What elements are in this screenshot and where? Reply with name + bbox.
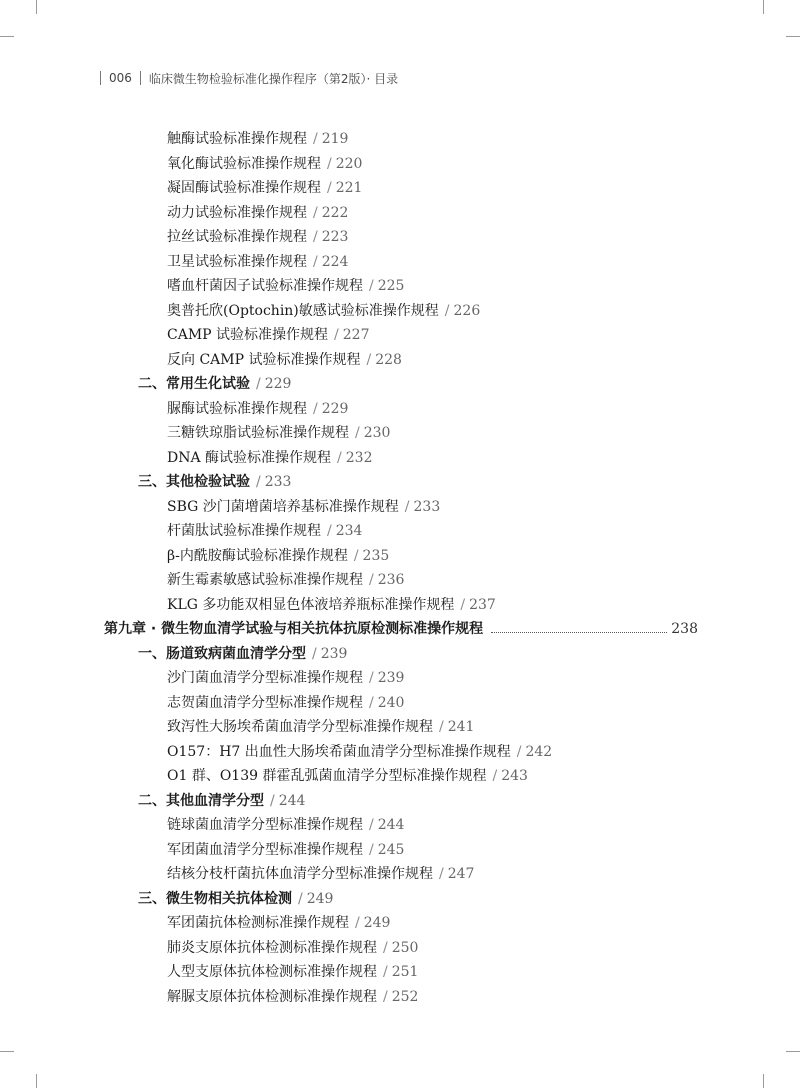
toc-page-number: 249 bbox=[363, 915, 391, 931]
toc-title: CAMP 试验标准操作规程 bbox=[167, 327, 329, 343]
slash-separator: / bbox=[383, 940, 388, 956]
toc-title: 凝固酶试验标准操作规程 bbox=[167, 180, 321, 196]
toc-item[interactable] bbox=[167, 274, 404, 298]
slash-separator: / bbox=[369, 817, 374, 833]
toc-item[interactable] bbox=[167, 201, 348, 225]
toc-page-number: 238 bbox=[671, 621, 698, 637]
toc-page-number: 229 bbox=[321, 401, 349, 417]
toc-page-number: 236 bbox=[377, 572, 405, 588]
toc-title: O1 群、O139 群霍乱弧菌血清学分型标准操作规程 bbox=[167, 768, 487, 784]
toc-item[interactable] bbox=[167, 862, 474, 886]
slash-separator: / bbox=[256, 474, 261, 490]
toc-page-number: 228 bbox=[375, 352, 402, 368]
toc-item[interactable] bbox=[167, 152, 362, 176]
toc-item[interactable] bbox=[167, 323, 369, 347]
toc-item[interactable] bbox=[167, 838, 404, 862]
toc-page-number: 240 bbox=[377, 695, 405, 711]
toc-item[interactable] bbox=[167, 764, 528, 788]
toc-page-number: 233 bbox=[413, 499, 441, 515]
toc-item[interactable] bbox=[167, 544, 389, 568]
toc-title: 人型支原体抗体检测标准操作规程 bbox=[167, 964, 377, 980]
toc-page-number: 242 bbox=[525, 744, 553, 760]
toc-title: 三糖铁琼脂试验标准操作规程 bbox=[167, 425, 349, 441]
page-number: 006 bbox=[100, 71, 141, 85]
toc-item[interactable] bbox=[167, 446, 373, 470]
crop-mark bbox=[36, 1074, 37, 1088]
slash-separator: / bbox=[298, 891, 303, 907]
slash-separator: / bbox=[355, 915, 360, 931]
slash-separator: / bbox=[516, 744, 522, 760]
toc-item[interactable] bbox=[167, 740, 552, 764]
toc-page-number: 227 bbox=[342, 327, 370, 343]
slash-separator: / bbox=[369, 670, 374, 686]
toc-item[interactable] bbox=[167, 250, 348, 274]
crop-mark bbox=[763, 1074, 764, 1088]
toc-title: 致泻性大肠埃希菌血清学分型标准操作规程 bbox=[167, 719, 433, 735]
toc-item[interactable] bbox=[167, 936, 418, 960]
toc-page-number: 241 bbox=[447, 719, 475, 735]
slash-separator: / bbox=[355, 425, 360, 441]
book-title: 临床微生物检验标准化操作程序（第2版）· 目录 bbox=[148, 71, 399, 86]
slash-separator: / bbox=[313, 254, 318, 270]
toc-page-number: 247 bbox=[447, 866, 475, 882]
toc-page-number: 235 bbox=[362, 548, 390, 564]
toc-title: 动力试验标准操作规程 bbox=[167, 205, 307, 221]
toc-page-number: 233 bbox=[264, 474, 292, 490]
toc-section[interactable] bbox=[138, 887, 333, 911]
toc-title: 嗜血杆菌因子试验标准操作规程 bbox=[167, 278, 363, 294]
toc-page-number: 223 bbox=[321, 229, 349, 245]
slash-separator: / bbox=[444, 303, 450, 319]
toc-title: SBG 沙门菌增菌培养基标准操作规程 bbox=[167, 499, 399, 515]
slash-separator: / bbox=[327, 523, 332, 539]
toc-page-number: 250 bbox=[391, 940, 419, 956]
toc-page-number: 226 bbox=[453, 303, 481, 319]
slash-separator: / bbox=[337, 450, 342, 466]
slash-separator: / bbox=[369, 278, 374, 294]
toc-page-number: 220 bbox=[335, 156, 363, 172]
toc-page-number: 243 bbox=[501, 768, 528, 784]
crop-mark bbox=[0, 1051, 14, 1052]
slash-separator: / bbox=[313, 229, 318, 245]
toc-page-number: 239 bbox=[320, 646, 348, 662]
crop-mark bbox=[786, 1051, 800, 1052]
toc-item[interactable] bbox=[167, 911, 390, 935]
toc-title: 结核分枝杆菌抗体血清学分型标准操作规程 bbox=[167, 866, 433, 882]
toc-title: 三、微生物相关抗体检测 bbox=[138, 891, 292, 907]
toc-title: 奥普托欣(Optochin)敏感试验标准操作规程 bbox=[167, 303, 439, 319]
toc-page-number: 251 bbox=[391, 964, 419, 980]
toc-title: 杆菌肽试验标准操作规程 bbox=[167, 523, 321, 539]
toc-item[interactable] bbox=[167, 715, 474, 739]
toc-item[interactable] bbox=[167, 348, 402, 372]
toc-page-number: 252 bbox=[391, 989, 419, 1005]
toc-page-number: 224 bbox=[321, 254, 349, 270]
toc-page-number: 249 bbox=[306, 891, 334, 907]
toc-page-number: 221 bbox=[335, 180, 363, 196]
slash-separator: / bbox=[353, 548, 359, 564]
slash-separator: / bbox=[313, 131, 318, 147]
crop-mark bbox=[0, 36, 14, 37]
slash-separator: / bbox=[256, 376, 261, 392]
slash-separator: / bbox=[404, 499, 410, 515]
toc-item[interactable] bbox=[167, 127, 348, 151]
toc-title: 一、肠道致病菌血清学分型 bbox=[138, 646, 306, 662]
slash-separator: / bbox=[312, 646, 317, 662]
toc-item[interactable] bbox=[167, 495, 440, 519]
toc-title: 志贺菌血清学分型标准操作规程 bbox=[167, 695, 363, 711]
toc-title: 触酶试验标准操作规程 bbox=[167, 131, 307, 147]
toc-page-number: 219 bbox=[321, 131, 349, 147]
toc-title: KLG 多功能双相显色体液培养瓶标准操作规程 bbox=[167, 597, 455, 613]
crop-mark bbox=[786, 36, 800, 37]
slash-separator: / bbox=[327, 156, 332, 172]
slash-separator: / bbox=[439, 866, 444, 882]
toc-title: DNA 酶试验标准操作规程 bbox=[167, 450, 332, 466]
toc-title: 第九章 · 微生物血清学试验与相关抗体抗原检测标准操作规程 bbox=[104, 621, 484, 637]
slash-separator: / bbox=[313, 401, 318, 417]
toc-page-number: 225 bbox=[377, 278, 405, 294]
toc-title: 军团菌血清学分型标准操作规程 bbox=[167, 842, 363, 858]
toc-item[interactable] bbox=[167, 176, 362, 200]
toc-item[interactable] bbox=[167, 299, 480, 323]
toc-title: 三、其他检验试验 bbox=[138, 474, 250, 490]
toc-item[interactable] bbox=[167, 519, 362, 543]
dot-leader bbox=[491, 617, 667, 633]
slash-separator: / bbox=[492, 768, 498, 784]
toc-title: 反向 CAMP 试验标准操作规程 bbox=[167, 352, 361, 368]
slash-separator: / bbox=[383, 989, 388, 1005]
toc-section[interactable] bbox=[138, 789, 305, 813]
toc-title: 氧化酶试验标准操作规程 bbox=[167, 156, 321, 172]
slash-separator: / bbox=[270, 793, 275, 809]
toc-item[interactable] bbox=[167, 813, 404, 837]
crop-mark bbox=[763, 0, 764, 14]
crop-mark bbox=[36, 0, 37, 14]
toc-item[interactable] bbox=[167, 568, 404, 592]
toc-title: 拉丝试验标准操作规程 bbox=[167, 229, 307, 245]
toc-title: 二、常用生化试验 bbox=[138, 376, 250, 392]
toc-title: 卫星试验标准操作规程 bbox=[167, 254, 307, 270]
slash-separator: / bbox=[327, 180, 332, 196]
toc-item[interactable] bbox=[167, 666, 404, 690]
slash-separator: / bbox=[313, 205, 318, 221]
slash-separator: / bbox=[366, 352, 372, 368]
toc-page-number: 230 bbox=[363, 425, 391, 441]
toc-page-number: 245 bbox=[377, 842, 405, 858]
toc-item[interactable] bbox=[167, 397, 348, 421]
toc-page-number: 239 bbox=[377, 670, 405, 686]
toc-page-number: 229 bbox=[264, 376, 292, 392]
toc-title: 肺炎支原体抗体检测标准操作规程 bbox=[167, 940, 377, 956]
toc-title: 链球菌血清学分型标准操作规程 bbox=[167, 817, 363, 833]
toc-chapter[interactable] bbox=[104, 617, 698, 641]
toc-page-number: 234 bbox=[335, 523, 363, 539]
slash-separator: / bbox=[383, 964, 388, 980]
toc-title: 脲酶试验标准操作规程 bbox=[167, 401, 307, 417]
running-header bbox=[100, 68, 398, 88]
slash-separator: / bbox=[460, 597, 466, 613]
toc-title: 沙门菌血清学分型标准操作规程 bbox=[167, 670, 363, 686]
toc-item[interactable] bbox=[167, 960, 418, 984]
slash-separator: / bbox=[369, 572, 374, 588]
toc-title: 军团菌抗体检测标准操作规程 bbox=[167, 915, 349, 931]
slash-separator: / bbox=[439, 719, 444, 735]
toc-page-number: 244 bbox=[377, 817, 405, 833]
toc-item[interactable] bbox=[167, 985, 418, 1009]
toc-page-number: 222 bbox=[321, 205, 349, 221]
toc-item[interactable] bbox=[167, 691, 404, 715]
toc-item[interactable] bbox=[167, 593, 496, 617]
toc-title: 二、其他血清学分型 bbox=[138, 793, 264, 809]
toc-title: 新生霉素敏感试验标准操作规程 bbox=[167, 572, 363, 588]
toc-item[interactable] bbox=[167, 421, 390, 445]
toc-section[interactable] bbox=[138, 470, 291, 494]
toc-title: O157：H7 出血性大肠埃希菌血清学分型标准操作规程 bbox=[167, 744, 511, 760]
slash-separator: / bbox=[369, 842, 374, 858]
toc-section[interactable] bbox=[138, 372, 291, 396]
toc-page-number: 244 bbox=[278, 793, 306, 809]
toc-page-number: 232 bbox=[345, 450, 373, 466]
toc-title: β-内酰胺酶试验标准操作规程 bbox=[167, 548, 348, 564]
slash-separator: / bbox=[369, 695, 374, 711]
toc-section[interactable] bbox=[138, 642, 347, 666]
slash-separator: / bbox=[334, 327, 339, 343]
toc-title: 解脲支原体抗体检测标准操作规程 bbox=[167, 989, 377, 1005]
toc-page-number: 237 bbox=[469, 597, 496, 613]
toc-item[interactable] bbox=[167, 225, 348, 249]
